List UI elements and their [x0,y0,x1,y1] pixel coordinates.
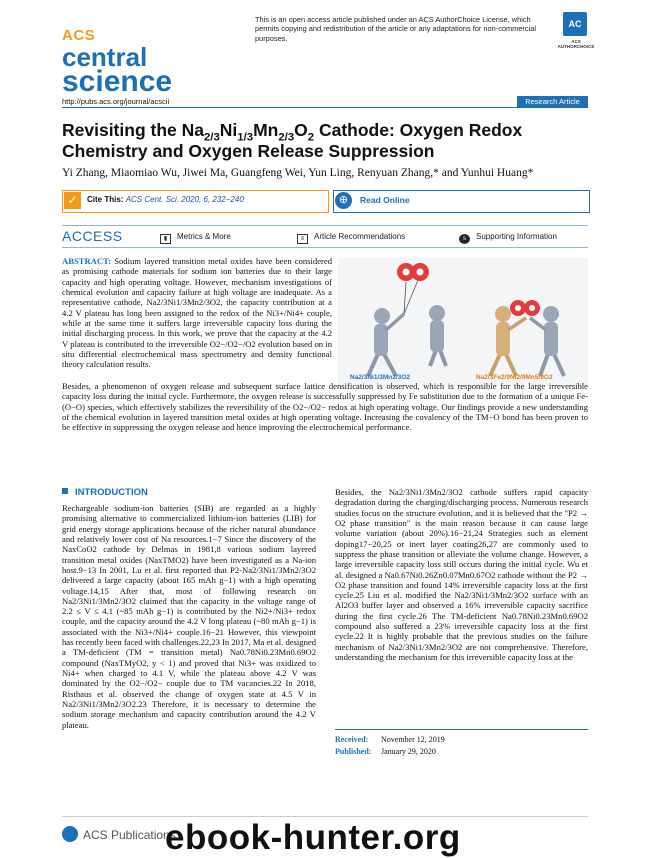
metrics-label: Metrics & More [177,232,231,241]
article-title: Revisiting the $Na_{2/3}Ni_{1/3}Mn_{2/3}O_2$ Cathode: Oxygen Redox Chemistry and Oxygen Release Suppression [62,120,523,161]
globe-icon: ⊕ [335,192,352,209]
header-divider [62,107,588,108]
abstract-text-1: Sodium layered transition metal oxides have been considered as promising cathode materials for sodium ion batteries due to their large capacity and high operating voltage. However, mechanism investigations of chemical evolution and capacity failure at high voltage are inadequate. As a representative cathode, Na2/3Ni1/3Mn2/3O2, the capacity contribution at a 4.2 V plateau has long been assigned to the redox of the Ni3+/Ni4+ couple, while at the same time it suffers large irreversible capacity loss during the initial discharging process. In this work, we prove that the capacity at the 4.2 V plateau is contributed to the irreversible O2−/O2−/O2 evolution based on in situ differential electrochemical mass spectrometry and density functional theory calculation results. [62,256,332,370]
logo-acs: ACS [62,27,96,44]
acs-publications-logo [62,826,176,842]
recommendations-link[interactable] [297,232,405,244]
toc-label-left: Na2/3Ni1/3Mn2/3O2 [350,374,410,381]
document-icon: ≡ [297,234,308,244]
authorchoice-icon: AC [563,12,587,36]
access-divider-bottom [62,247,588,248]
logo-science: science [62,65,173,98]
recommendations-label: Article Recommendations [314,232,406,241]
received-date: November 12, 2019 [381,735,445,744]
article-type-badge: Research Article [517,96,588,107]
toc-label-right: Na2/3Fe2/9Ni2/9Mn5/9O2 [476,374,553,381]
published-date: January 29, 2020 [381,747,436,756]
abstract-label: ABSTRACT: [62,256,112,266]
access-divider-top [62,225,588,226]
supporting-info-link[interactable] [459,232,557,244]
acs-globe-icon [62,826,78,842]
published-row [335,746,588,758]
intro-column-1: Rechargeable sodium-ion batteries (SIB) are regarded as a highly promising alternative to commercialized lithium-ion batteries (LIB) for grid energy storage applications because of the richer natural abundance and relatively lower cost of Na resources.1−7 Since the discovery of the NaxCoO2 cathode by Delmas in 1981,8 various sodium layered transition metal oxides (NaxTMO2) have been investigated as a Na-ion host.9−13 In 2001, Lu et al. first reported that P2-Na2/3Ni1/3Mn2/3O2 delivered a large capacity (about 165 mAh g−1) with a high operating voltage.14,15 After that, most of following research on Na2/3Ni1/3Mn2/3O2 claimed that the capacity in the voltage range of 2.2 ≤ V ≤ 4.1 (~85 mAh g−1) is contributed by the Ni2+/Ni3+ redox couple, and the capacity around the 4.2 V long plateau (~80 mAh g−1) is associated with the Ni3+/Ni4+ couple.16−21 However, this viewpoint has recently been faced with challenges.22,23 In 2017, Ma et al. designed a TM-deficient (TM = transition metal) Na0.78Ni0.23Mn0.69O2 compound (NaxTMyO2, y < 1) and proved that Ni3+ was oxidized to Ni4+ when charged to 4.1 V, while the plateau above 4.2 V was dominated by the O2−/O2− couple due to TM vacancies.22 In 2018, Risthaus et al. observed the change of oxygen state at 4.5 V in Na2/3Ni1/3Mn2/3O2.23 Therefore, it is necessary to determine the sodium storage mechanism and capacity contribution around the 4.2 V plateau. [62,503,316,730]
journal-url[interactable]: http://pubs.acs.org/journal/acscii [62,97,170,106]
toc-graphic [338,258,588,386]
cite-this[interactable] [87,195,244,204]
supporting-label: Supporting Information [476,232,557,241]
bar-chart-icon: ▮ [160,234,171,244]
watermark: ebook-hunter.org [165,818,461,857]
journal-logo [62,28,172,97]
abstract-part1 [62,256,332,369]
section-square-icon [62,488,68,494]
dates-divider [335,729,588,730]
intro-heading [62,487,148,498]
si-icon: s [459,234,470,244]
intro-column-2: Besides, the Na2/3Ni1/3Mn2/3O2 cathode suffers rapid capacity degradation during the charging/discharging process. Numerous research studies focus on the structure evolution, and it is believed that the "P2 → O2 phase transition" is the main reason because it can cause large volume variation (about 20%).16−21,24 Strategies such as element doping17−20,25 or inert layer coating26,27 are commonly used to suppress the phase transition or alleviate the volume change. However, a large irreversible capacity loss still occurs during the initial cycle. Wu et al. designed a Na0.67Ni0.26Zn0.07Mn0.67O2 cathode without the P2 → O2 phase transition and found 14% irreversible capacity loss at the first cycle.25 Liu et al. modified the Na2/3Ni1/3Mn2/3O2 surface with an Al2O3 buffer layer and observed a 16% irreversible capacity sacrifice during the first cycle.26 The TM-deficient Na0.78Ni0.23Mn0.69O2 compound also suffered a 23% irreversible capacity loss at the first cycle.22 It is highly probable that the previous studies on the failure mechanism of Na2/3Ni1/3Mn2/3O2 are not comprehensive. Therefore, understanding the mechanism for this irreversible capacity loss at the [335,487,588,662]
abstract-part2: Besides, a phenomenon of oxygen release and subsequent surface lattice densification is observed, which is responsible for the large irreversible capacity loss during the initial cycle. Furthermore, the oxygen release is successfully suppressed by Fe substitution due to the formation of a unique Fe-(O−O) species, which effectively stabilizes the reversibility of the O2−/O2− redox at high operating voltage. Our findings provide a new understanding of the chemical evolution in layered transition metal oxides at high operating voltage. Increasing the covalency of the TM−O bond has been proven to be effective in suppressing the oxygen release and hence improving the electrochemical performance. [62,381,588,433]
received-label: Received: [335,735,369,744]
footer-divider [62,816,588,817]
access-label: ACCESS [62,228,123,244]
publisher-label: ACS Publications [83,828,176,842]
publication-dates [335,734,588,758]
published-label: Published: [335,747,372,756]
intro-heading-text: INTRODUCTION [75,487,148,498]
authorchoice-label: ACS AUTHORCHOICE [557,39,595,49]
logo-central: central [62,42,148,72]
author-list: Yi Zhang, Miaomiao Wu, Jiwei Ma, Guangfeng Wei, Yun Ling, Renyuan Zhang,* and Yunhui Huang* [62,167,534,179]
cite-label: Cite This: [87,195,124,204]
license-notice: This is an open access article published under an ACS AuthorChoice License, which permits copying and redistribution of the article or any adaptations for non-commercial purposes. [255,15,536,43]
read-online-button[interactable]: Read Online [360,195,410,205]
received-row [335,734,588,746]
cite-reference[interactable]: ACS Cent. Sci. 2020, 6, 232−240 [125,195,244,204]
checkmark-icon: ✓ [64,192,81,209]
metrics-link[interactable] [160,232,231,244]
